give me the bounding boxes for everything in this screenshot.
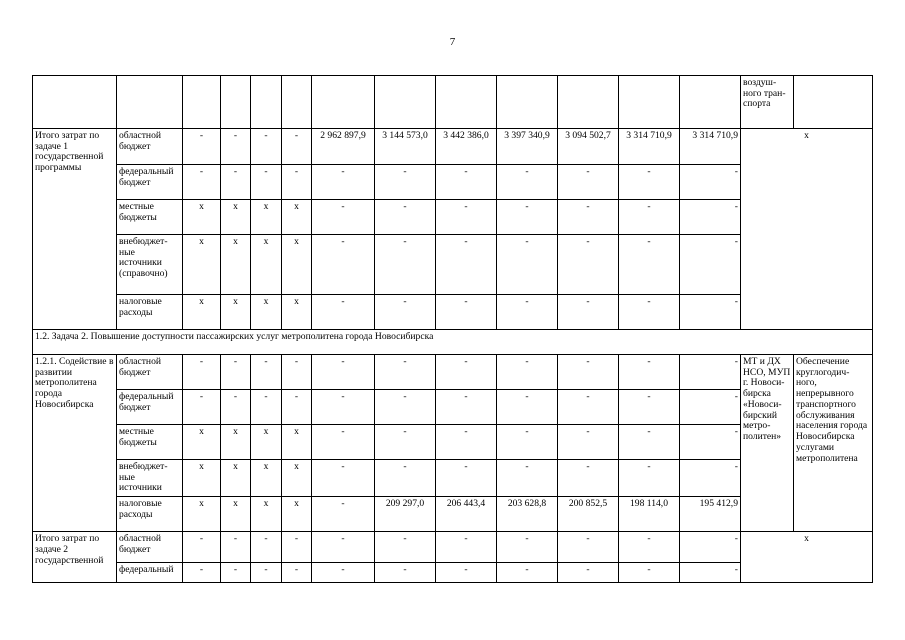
value-cell: - (680, 200, 741, 235)
value-cell: - (619, 235, 680, 295)
value-cell: x (251, 460, 282, 497)
value-cell: - (282, 165, 312, 200)
funding-source: налоговые расходы (117, 295, 183, 330)
value-cell: - (497, 390, 558, 425)
task-heading-row (33, 330, 873, 355)
value-cell: - (436, 460, 497, 497)
value-cell: - (375, 355, 436, 390)
value-cell: 200 852,5 (558, 497, 619, 532)
funding-source: местные бюджеты (117, 425, 183, 460)
value-cell: - (558, 295, 619, 330)
value-cell: 3 314 710,9 (619, 129, 680, 165)
value-cell: 206 443,4 (436, 497, 497, 532)
value-cell: - (375, 200, 436, 235)
funding-source: федеральный (117, 563, 183, 583)
value-cell: - (558, 235, 619, 295)
cell-blank (619, 76, 680, 129)
value-cell: - (497, 425, 558, 460)
value-cell: - (558, 355, 619, 390)
value-cell: - (282, 390, 312, 425)
value-cell: 198 114,0 (619, 497, 680, 532)
value-cell: - (497, 165, 558, 200)
value-cell: - (251, 563, 282, 583)
value-cell: 203 628,8 (497, 497, 558, 532)
value-cell: - (221, 129, 251, 165)
value-cell: - (183, 532, 221, 563)
value-cell: - (251, 532, 282, 563)
value-cell: - (680, 460, 741, 497)
executor-cell: воздуш-ного тран-спорта (741, 76, 794, 129)
value-cell: - (619, 563, 680, 583)
value-cell: - (619, 200, 680, 235)
value-cell: - (436, 200, 497, 235)
total-label: Итого затрат по задаче 2 государственной (33, 532, 117, 583)
cell-blank (33, 76, 117, 129)
value-cell: - (619, 390, 680, 425)
value-cell: - (312, 235, 375, 295)
value-cell: x (282, 460, 312, 497)
cell-blank (282, 76, 312, 129)
value-cell: - (497, 200, 558, 235)
cell-blank (794, 76, 873, 129)
page-number: 7 (449, 36, 456, 48)
value-cell: - (436, 532, 497, 563)
value-cell: x (183, 425, 221, 460)
value-cell: - (251, 165, 282, 200)
value-cell: - (375, 532, 436, 563)
value-cell: - (221, 165, 251, 200)
funding-source: внебюджет-ные источники (117, 460, 183, 497)
cell-blank (183, 76, 221, 129)
value-cell: - (680, 295, 741, 330)
table-row (33, 532, 873, 563)
value-cell: x (183, 460, 221, 497)
value-cell: - (183, 355, 221, 390)
value-cell: x (251, 425, 282, 460)
value-cell: - (375, 425, 436, 460)
value-cell: x (251, 235, 282, 295)
total-label: Итого затрат по задаче 1 государственной программы (33, 129, 117, 330)
value-cell: 3 397 340,9 (497, 129, 558, 165)
measure-label: 1.2.1. Содействие в развитии метрополитена города Новосибирска (33, 355, 117, 532)
value-cell: - (497, 563, 558, 583)
task-heading: 1.2. Задача 2. Повышение доступности пассажирских услуг метрополитена города Новосибирска (33, 330, 873, 355)
value-cell: - (680, 355, 741, 390)
value-cell: x (282, 200, 312, 235)
value-cell: - (680, 165, 741, 200)
value-cell: - (558, 165, 619, 200)
value-cell: - (312, 295, 375, 330)
value-cell: - (619, 460, 680, 497)
budget-table (32, 75, 873, 583)
funding-source: федеральный бюджет (117, 390, 183, 425)
value-cell: x (251, 295, 282, 330)
value-cell: - (183, 390, 221, 425)
value-cell: - (282, 355, 312, 390)
value-cell: - (183, 165, 221, 200)
value-cell: - (619, 355, 680, 390)
expected-result: Обеспечение круглогодич-ного, непрерывного транспортного обслуживания населения города Новосибирска услугами метрополитена (794, 355, 873, 532)
value-cell: x (282, 497, 312, 532)
value-cell: - (680, 390, 741, 425)
table-row-continuation (33, 76, 873, 129)
value-cell: - (183, 129, 221, 165)
value-cell: - (497, 355, 558, 390)
value-cell: - (375, 460, 436, 497)
value-cell: - (282, 129, 312, 165)
funding-source: налоговые расходы (117, 497, 183, 532)
value-cell: - (558, 200, 619, 235)
table-body (33, 76, 873, 583)
cell-blank (558, 76, 619, 129)
cell-blank (497, 76, 558, 129)
value-cell: 209 297,0 (375, 497, 436, 532)
cell-blank (221, 76, 251, 129)
value-cell: x (251, 200, 282, 235)
table-row (33, 355, 873, 390)
value-cell: - (375, 165, 436, 200)
value-cell: x (221, 295, 251, 330)
value-cell: x (183, 200, 221, 235)
cell-blank (117, 76, 183, 129)
table-row (33, 129, 873, 165)
value-cell: - (282, 563, 312, 583)
value-cell: x (221, 460, 251, 497)
cell-blank (375, 76, 436, 129)
value-cell: - (251, 355, 282, 390)
value-cell: - (312, 200, 375, 235)
value-cell: 3 442 386,0 (436, 129, 497, 165)
value-cell: - (436, 235, 497, 295)
value-cell: x (221, 235, 251, 295)
value-cell: - (312, 497, 375, 532)
value-cell: - (619, 165, 680, 200)
value-cell: - (497, 460, 558, 497)
value-cell: x (282, 425, 312, 460)
value-cell: - (558, 563, 619, 583)
value-cell: - (251, 390, 282, 425)
value-cell: - (558, 532, 619, 563)
value-cell: x (221, 497, 251, 532)
cell-blank (312, 76, 375, 129)
value-cell: - (680, 425, 741, 460)
value-cell: 3 314 710,9 (680, 129, 741, 165)
value-cell: - (436, 563, 497, 583)
funding-source: федеральный бюджет (117, 165, 183, 200)
value-cell: - (312, 460, 375, 497)
value-cell: x (282, 295, 312, 330)
funding-source: областной бюджет (117, 355, 183, 390)
value-cell: - (680, 532, 741, 563)
value-cell: - (619, 425, 680, 460)
total-result-mark: x (741, 532, 873, 583)
value-cell: - (375, 390, 436, 425)
value-cell: - (221, 355, 251, 390)
value-cell: 2 962 897,9 (312, 129, 375, 165)
value-cell: - (436, 355, 497, 390)
cell-blank (436, 76, 497, 129)
value-cell: x (251, 497, 282, 532)
value-cell: - (221, 532, 251, 563)
value-cell: - (221, 390, 251, 425)
value-cell: - (497, 295, 558, 330)
value-cell: 3 144 573,0 (375, 129, 436, 165)
value-cell: x (183, 295, 221, 330)
value-cell: - (497, 235, 558, 295)
value-cell: - (312, 355, 375, 390)
value-cell: - (558, 460, 619, 497)
value-cell: - (436, 165, 497, 200)
value-cell: x (183, 497, 221, 532)
value-cell: - (558, 425, 619, 460)
value-cell: - (497, 532, 558, 563)
value-cell: x (183, 235, 221, 295)
value-cell: - (680, 563, 741, 583)
value-cell: - (436, 425, 497, 460)
value-cell: - (183, 563, 221, 583)
funding-source: областной бюджет (117, 129, 183, 165)
value-cell: - (619, 532, 680, 563)
value-cell: - (312, 165, 375, 200)
value-cell: x (221, 200, 251, 235)
value-cell: - (221, 563, 251, 583)
value-cell: - (282, 532, 312, 563)
total-result-mark: x (741, 129, 873, 330)
value-cell: - (312, 532, 375, 563)
value-cell: - (436, 295, 497, 330)
cell-blank (680, 76, 741, 129)
value-cell: 3 094 502,7 (558, 129, 619, 165)
funding-source: областной бюджет (117, 532, 183, 563)
value-cell: - (619, 295, 680, 330)
value-cell: x (221, 425, 251, 460)
value-cell: - (312, 563, 375, 583)
value-cell: 195 412,9 (680, 497, 741, 532)
value-cell: - (312, 425, 375, 460)
executor-cell: МТ и ДХ НСО, МУП г. Новоси-бирска «Новоси-бирский метро-политен» (741, 355, 794, 532)
value-cell: - (375, 295, 436, 330)
value-cell: - (375, 563, 436, 583)
value-cell: - (680, 235, 741, 295)
value-cell: x (282, 235, 312, 295)
funding-source: местные бюджеты (117, 200, 183, 235)
value-cell: - (251, 129, 282, 165)
value-cell: - (312, 390, 375, 425)
value-cell: - (436, 390, 497, 425)
cell-blank (251, 76, 282, 129)
funding-source: внебюджет-ные источники (справочно) (117, 235, 183, 295)
value-cell: - (375, 235, 436, 295)
value-cell: - (558, 390, 619, 425)
